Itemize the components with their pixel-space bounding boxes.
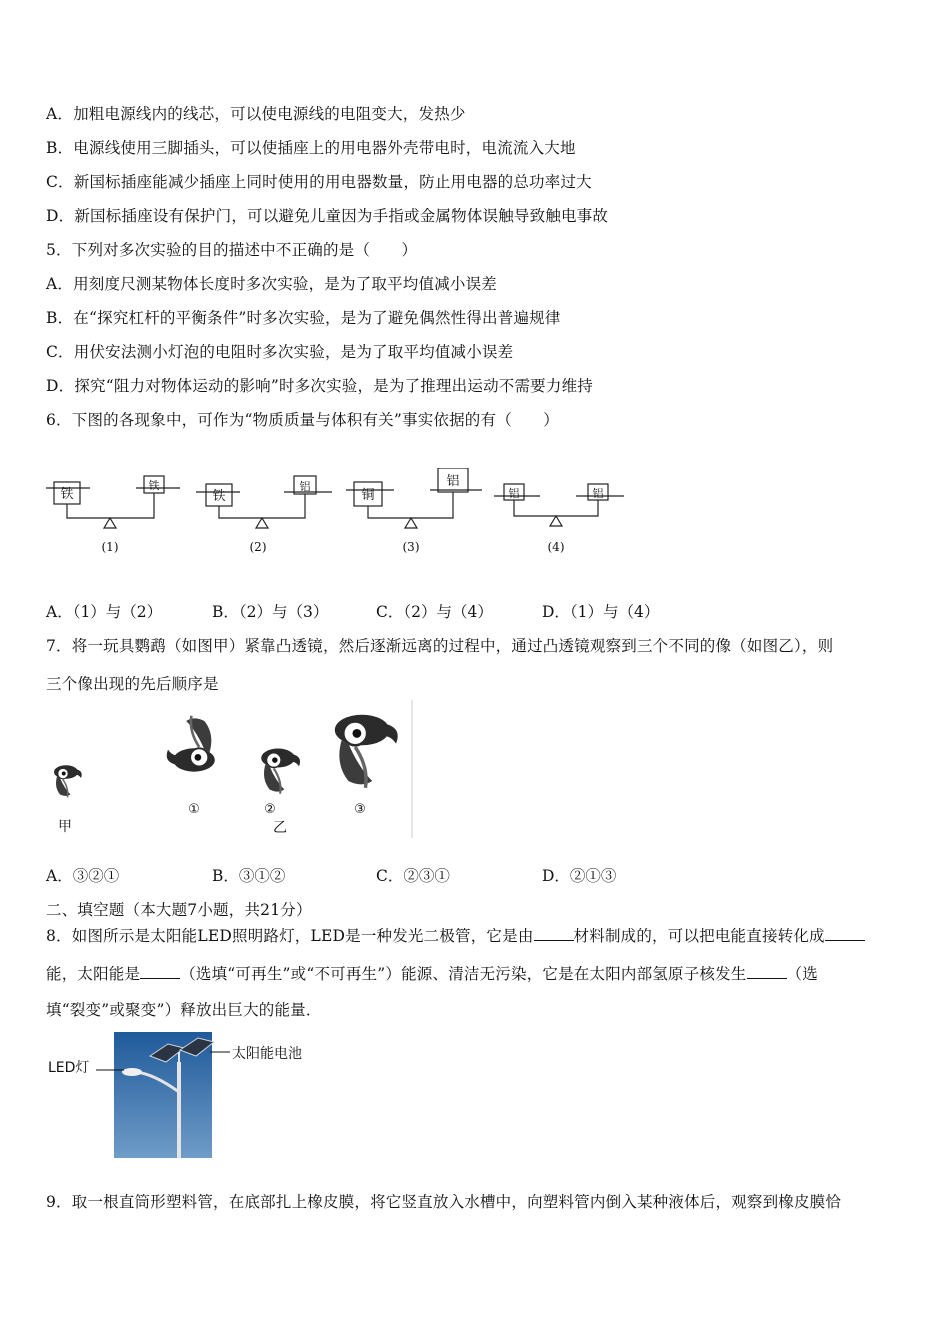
q5-option-d: D．探究“阻力对物体运动的影响”时多次实验，是为了推理出运动不需要力维持 [46,377,593,395]
q8-blank-1 [534,926,574,941]
label-3: ③ [354,802,366,817]
q8-line1-part2: 材料制成的，可以把电能直接转化成 [573,927,825,945]
q8-blank-3 [140,964,180,979]
q7-option-a: A．③②① [46,867,120,885]
balance-4 [494,484,624,554]
label-2: ② [264,802,276,817]
section-2-heading: 二、填空题（本大题7小题，共21分） [46,901,312,919]
balance-4-right-label: 铝 [592,487,604,500]
q5-option-b: B．在“探究杠杆的平衡条件”时多次实验，是为了避免偶然性得出普遍规律 [46,309,561,327]
lamp-pole [177,1062,181,1158]
balance-3-caption: (3) [402,540,420,554]
q6-stem: 6．下图的各现象中，可作为“物质质量与体积有关”事实依据的有（ ） [46,411,560,429]
balance-1 [46,476,180,554]
parrot-image-2-icon [261,749,300,794]
balance-3-right-label: 铝 [446,474,460,489]
q5-option-c: C．用伏安法测小灯泡的电阻时多次实验，是为了取平均值减小误差 [46,343,514,361]
balance-2-left-label: 铁 [212,489,226,504]
q6-option-b: B．（2）与（3） [212,603,329,621]
q7-option-b: B．③①② [212,867,286,885]
q7-stem-line1: 7．将一玩具鹦鹉（如图甲）紧靠凸透镜，然后逐渐远离的过程中，通过凸透镜观察到三个不同的像（如图乙），则 [46,637,834,655]
balance-3-left-label: 铜 [361,488,375,503]
q8-line2-part3: （选 [786,965,818,983]
q6-option-c: C．（2）与（4） [376,603,493,621]
q8-solar-lamp-figure [44,1030,344,1160]
balance-1-caption: (1) [101,540,119,554]
q7-parrot-figure [44,700,416,840]
label-jia: 甲 [58,819,72,835]
balance-2-caption: (2) [249,540,267,554]
label-solar-cell: 太阳能电池 [232,1046,302,1062]
q4-option-a: A．加粗电源线内的线芯，可以使电源线的电阻变大，发热少 [46,105,466,123]
q5-stem: 5．下列对多次实验的目的描述中不正确的是（ ） [46,241,418,259]
balance-1-right-label: 铁 [148,479,160,492]
q6-option-a: A．（1）与（2） [46,603,163,621]
q9-line1: 9．取一根直筒形塑料管，在底部扎上橡皮膜，将它竖直放入水槽中，向塑料管内倒入某种液体后，观察到橡皮膜恰 [46,1193,842,1211]
q8-line3: 填“裂变”或聚变”）释放出巨大的能量． [46,1001,322,1019]
q4-option-b: B．电源线使用三脚插头，可以使插座上的用电器外壳带电时，电流流入大地 [46,139,576,157]
q8-blank-4 [747,964,787,979]
q8-line2 [46,962,818,984]
balance-4-left-label: 铝 [508,487,520,500]
q4-option-c: C．新国标插座能减少插座上同时使用的用电器数量，防止用电器的总功率过大 [46,173,592,191]
q8-line1 [46,924,865,946]
balance-1-left-label: 铁 [60,487,74,502]
label-1: ① [188,802,200,817]
label-led-lamp: LED灯 [48,1060,90,1076]
balance-4-caption: (4) [547,540,565,554]
label-yi: 乙 [273,820,287,836]
parrot-image-3-icon [335,715,398,788]
balance-2 [196,476,332,554]
q4-option-d: D．新国标插座设有保护门，可以避免儿童因为手指或金属物体误触导致触电事故 [46,207,609,225]
q5-option-a: A．用刻度尺测某物体长度时多次实验，是为了取平均值减小误差 [46,275,497,293]
parrot-image-1-icon [167,716,215,772]
parrot-original-icon [54,765,82,797]
q8-blank-2 [825,926,865,941]
q7-option-c: C．②③① [376,867,450,885]
q7-stem-line2: 三个像出现的先后顺序是 [46,675,219,693]
q7-option-d: D．②①③ [542,867,617,885]
q8-line2-part2: （选填“可再生”或“不可再生”）能源、清洁无污染，它是在太阳内部氢原子核发生 [180,965,747,983]
led-lamp-head [122,1068,142,1076]
balance-2-right-label: 铝 [299,480,311,493]
balance-3 [346,468,482,554]
q8-line2-part1: 能，太阳能是 [46,965,141,983]
q8-line1-part1: 8．如图所示是太阳能LED照明路灯，LED是一种发光二极管，它是由 [46,927,534,945]
q6-option-d: D．（1）与（4） [542,603,660,621]
q6-balance-figure [44,468,634,560]
